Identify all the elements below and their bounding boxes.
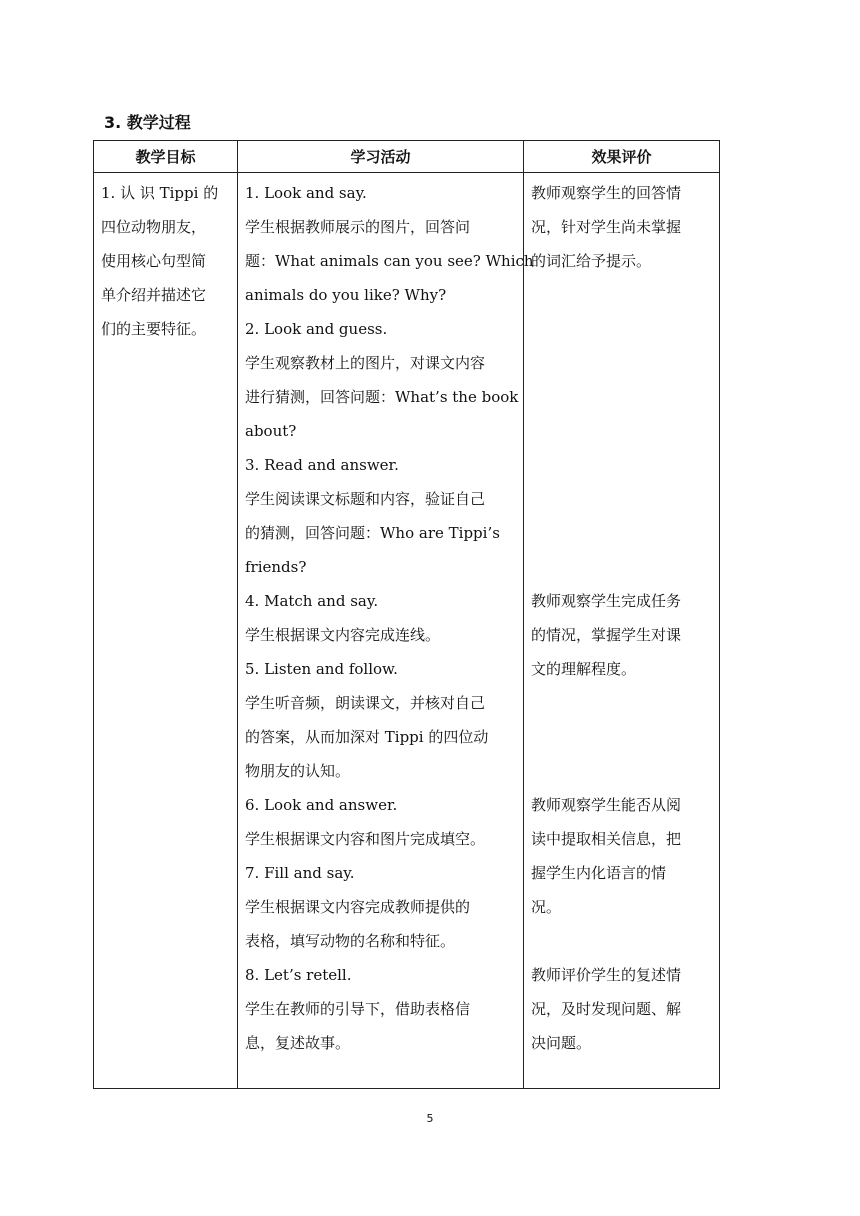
evaluation-line: 教师观察学生的回答情: [531, 184, 682, 202]
activity-line: 学生根据课文内容完成教师提供的: [245, 898, 471, 916]
activity-line: 4. Match and say.: [245, 592, 379, 610]
evaluation-line: 教师观察学生完成任务: [531, 592, 682, 610]
evaluation-spacer: [531, 278, 712, 312]
evaluation-spacer: [531, 754, 712, 788]
header-evaluation: 效果评价: [524, 141, 720, 173]
section-title: 3. 教学过程: [104, 113, 191, 132]
activity-cell: [238, 173, 534, 1089]
activity-line: 息，复述故事。: [245, 1034, 351, 1052]
activity-line: 6. Look and answer.: [245, 796, 398, 814]
activity-text: [245, 176, 534, 1060]
activity-line: 学生在教师的引导下，借助表格信: [245, 1000, 471, 1018]
evaluation-line: 况，针对学生尚未掌握: [531, 218, 682, 236]
activity-line: 5. Listen and follow.: [245, 660, 398, 678]
evaluation-line: 的词汇给予提示。: [531, 252, 652, 270]
activity-line: 进行猜测，回答问题：What’s the book: [245, 388, 519, 406]
evaluation-spacer: [531, 414, 712, 448]
activity-line: 题：What animals can you see? Which: [245, 252, 534, 270]
evaluation-spacer: [531, 720, 712, 754]
evaluation-cell: [524, 173, 720, 1089]
evaluation-line: 的情况，掌握学生对课: [531, 626, 682, 644]
activity-line: 8. Let’s retell.: [245, 966, 352, 984]
goal-text: [101, 176, 230, 346]
evaluation-line: 文的理解程度。: [531, 660, 637, 678]
activity-line: 学生阅读课文标题和内容，验证自己: [245, 490, 486, 508]
table-row: [94, 173, 720, 1089]
evaluation-line: 决问题。: [531, 1034, 592, 1052]
activity-line: 学生根据课文内容完成连线。: [245, 626, 441, 644]
page-number: 5: [426, 1112, 434, 1125]
goal-line: 1. 认 识 Tippi 的: [101, 184, 219, 202]
evaluation-text: [531, 176, 712, 1060]
activity-line: 学生观察教材上的图片，对课文内容: [245, 354, 486, 372]
activity-line: 的答案，从而加深对 Tippi 的四位动: [245, 728, 489, 746]
activity-line: 学生根据教师展示的图片，回答问: [245, 218, 471, 236]
teaching-process-table: [93, 140, 720, 1089]
activity-line: 物朋友的认知。: [245, 762, 351, 780]
evaluation-spacer: [531, 312, 712, 346]
goal-line: 使用核心句型简: [101, 252, 207, 270]
header-learning-activity: 学习活动: [238, 141, 524, 173]
header-teaching-goal: 教学目标: [94, 141, 238, 173]
goal-line: 四位动物朋友，: [101, 218, 207, 236]
evaluation-spacer: [531, 346, 712, 380]
evaluation-spacer: [531, 924, 712, 958]
evaluation-line: 握学生内化语言的情: [531, 864, 667, 882]
evaluation-line: 况，及时发现问题、解: [531, 1000, 682, 1018]
evaluation-line: 教师评价学生的复述情: [531, 966, 682, 984]
evaluation-spacer: [531, 448, 712, 482]
evaluation-line: 读中提取相关信息，把: [531, 830, 682, 848]
goal-cell: [94, 173, 238, 1089]
activity-line: 1. Look and say.: [245, 184, 367, 202]
activity-line: 3. Read and answer.: [245, 456, 399, 474]
evaluation-line: 教师观察学生能否从阅: [531, 796, 682, 814]
activity-line: about?: [245, 422, 297, 440]
activity-line: 2. Look and guess.: [245, 320, 388, 338]
table-header-row: [94, 141, 720, 173]
evaluation-spacer: [531, 482, 712, 516]
activity-line: friends?: [245, 558, 307, 576]
activity-line: 表格，填写动物的名称和特征。: [245, 932, 456, 950]
activity-line: 7. Fill and say.: [245, 864, 355, 882]
activity-line: 的猜测，回答问题：Who are Tippi’s: [245, 524, 500, 542]
evaluation-spacer: [531, 380, 712, 414]
evaluation-spacer: [531, 686, 712, 720]
goal-line: 单介绍并描述它: [101, 286, 207, 304]
evaluation-spacer: [531, 550, 712, 584]
evaluation-spacer: [531, 516, 712, 550]
activity-line: 学生根据课文内容和图片完成填空。: [245, 830, 486, 848]
activity-line: 学生听音频，朗读课文，并核对自己: [245, 694, 486, 712]
evaluation-line: 况。: [531, 898, 562, 916]
goal-line: 们的主要特征。: [101, 320, 207, 338]
activity-line: animals do you like? Why?: [245, 286, 447, 304]
